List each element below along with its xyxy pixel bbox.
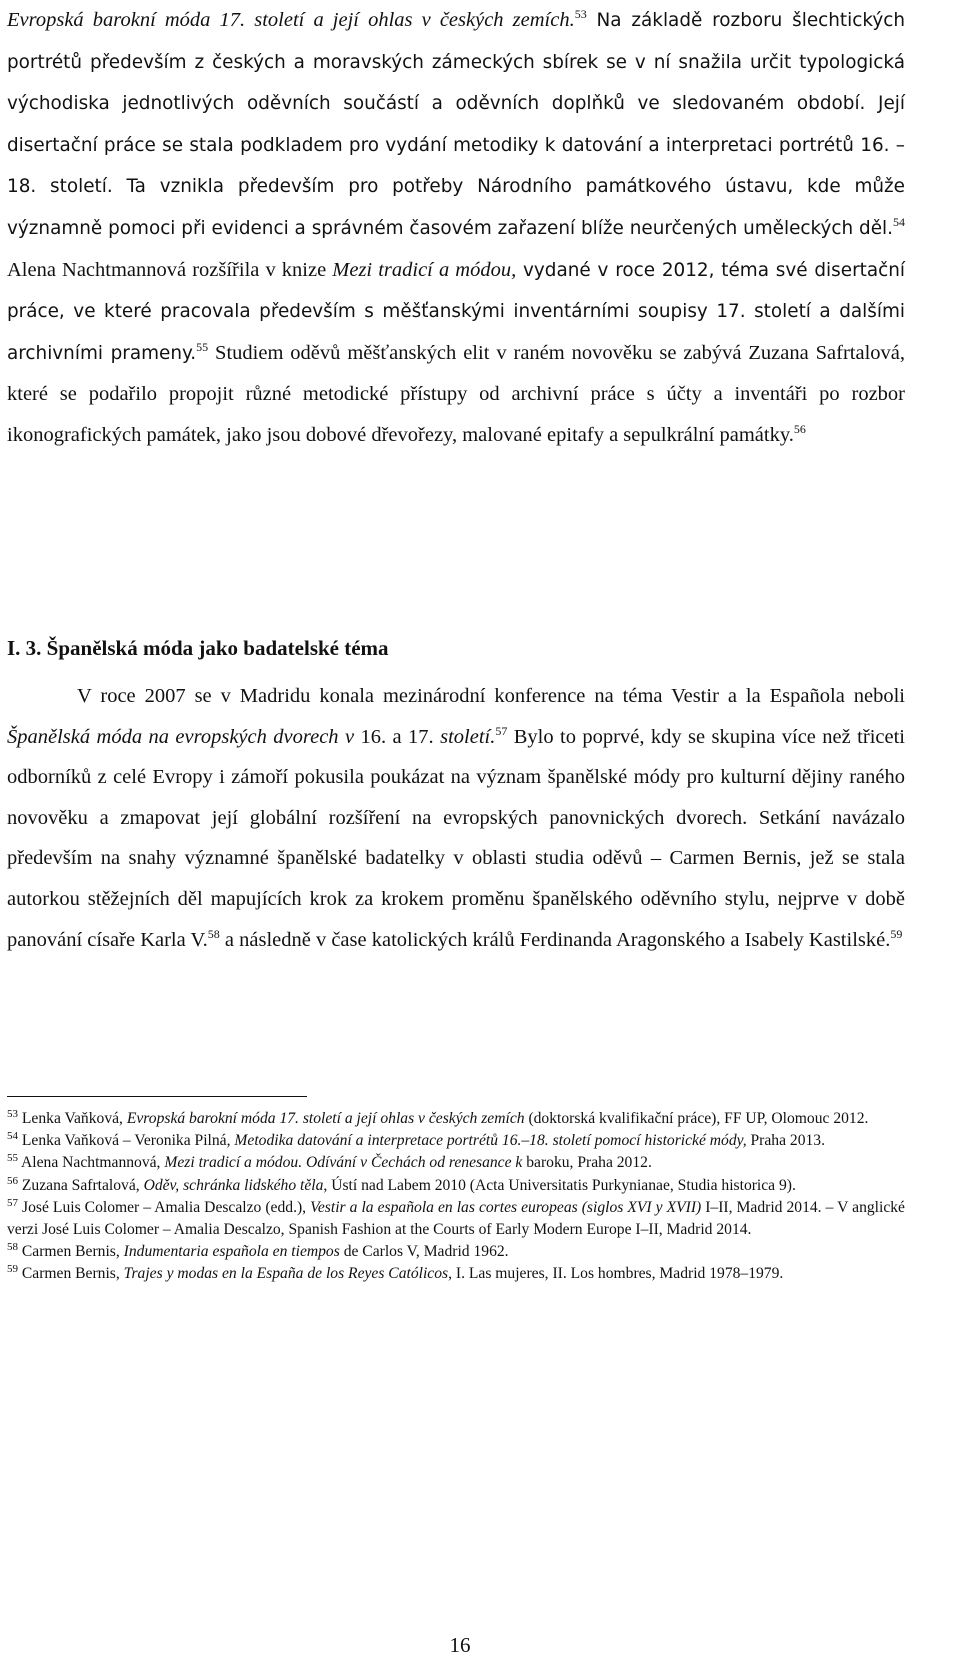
footnote-title-italic: Indumentaria española en tiempos (123, 1243, 340, 1261)
paragraph-text: a následně v čase katolických králů Ferdinanda Aragonského a Isabely Kastilské. (219, 928, 891, 951)
footnote-number: 59 (7, 1263, 18, 1276)
footnote-title-italic: Metodika datování a interpretace portrétů 16.–18. století pomocí historické módy, (234, 1132, 747, 1150)
footnote-ref-57[interactable]: 57 (495, 723, 508, 738)
footnote-title-italic: Evropská barokní móda 17. století a její ohlas v českých zemích (126, 1110, 525, 1127)
footnote-text: Lenka Vaňková, (18, 1110, 127, 1127)
footnote-53 (7, 1108, 905, 1130)
paragraph-text: 16. a 17. (354, 725, 441, 748)
footnote-text: Carmen Bernis, (18, 1243, 124, 1261)
footnote-58 (7, 1241, 905, 1263)
footnote-ref-55[interactable]: 55 (196, 339, 209, 354)
footnote-text: Carmen Bernis, (18, 1265, 124, 1283)
footnote-number: 58 (7, 1241, 18, 1254)
section-heading: I. 3. Španělská móda jako badatelské téma (7, 636, 389, 660)
footnote-ref-56[interactable]: 56 (793, 422, 806, 437)
paragraph-text: V roce 2007 se v Madridu konala mezinárodní konference na téma Vestir a la Española neboli (77, 685, 905, 707)
book-title-italic: století. (440, 725, 496, 748)
footnote-text: (doktorská kvalifikační práce), FF UP, Olomouc 2012. (524, 1110, 869, 1127)
footnote-ref-53[interactable]: 53 (574, 7, 587, 22)
footnote-divider (7, 1096, 307, 1097)
book-title-italic: Mezi tradicí a módou, (332, 258, 517, 281)
footnote-59 (7, 1263, 905, 1285)
footnote-title-italic: Trajes y modas en la España de los Reyes Católicos (123, 1265, 449, 1283)
footnote-title-italic: Vestir a la española en las cortes europeas (siglos XVI y XVII) (310, 1198, 702, 1216)
section-paragraph (7, 676, 905, 960)
paragraph-text: Na základě rozboru šlechtických portrétů především z českých a moravských zámeckých sbírek se v ní snažila určit typologická východiska jednotlivých oděvních součástí a oděvních doplňků ve sledovaném období. Její disertační práce se stala podkladem pro vydání metodiky k datování a interpretaci portrétů 16. – 18. století. Ta vznikla především pro potřeby Národního památkového ústavu, kde může významně pomoci při evidenci a správném časovém zařazení blíže neurčených uměleckých děl. (7, 10, 906, 239)
footnote-text: Alena Nachtmannová, (18, 1154, 165, 1172)
footnote-ref-59[interactable]: 59 (890, 926, 903, 941)
paragraph-text: Bylo to poprvé, kdy se skupina více než třiceti odborníků z celé Evropy i zámoří pokusila poukázat na význam španělské módy pro kulturní dějiny raného novověku a zmapovat její globální rozšíření na evropských panovnických dvorech. Setkání navázalo především na snahy významné španělské badatelky v oblasti studia oděvů – Carmen Bernis, jež se stala autorkou stěžejních děl mapujících krok za krokem proměnu španělského oděvního stylu, nejprve v době panování císaře Karla V. (7, 725, 905, 951)
book-title-italic: Evropská barokní móda 17. století a její ohlas v českých zemích. (7, 9, 575, 31)
footnote-54 (7, 1130, 905, 1152)
footnote-number: 53 (7, 1107, 18, 1120)
footnotes-list (7, 1108, 905, 1286)
footnote-title-italic: Mezi tradicí a módou. Odívání v Čechách od renesance k (164, 1154, 523, 1172)
footnote-number: 55 (7, 1152, 18, 1165)
footnote-57 (7, 1197, 905, 1241)
book-title-italic: Španělská móda na evropských dvorech v (7, 725, 355, 748)
footnote-text: , Ústí nad Labem 2010 (Acta Universitatis Purkynianae, Studia historica 9). (323, 1176, 796, 1194)
footnote-number: 54 (7, 1130, 18, 1143)
footnote-text: Praha 2013. (746, 1132, 825, 1150)
page-number: 16 (449, 1633, 471, 1657)
footnote-number: 57 (7, 1196, 18, 1209)
footnote-text: I–II, Madrid 2014. – V anglické verzi José Luis Colomer – Amalia Descalzo, Spanish Fashion at the Courts of Early Modern Europe I–II, Madrid 2014. (7, 1198, 905, 1239)
paragraph-text: vydané v roce 2012, téma své disertační práce, ve které pracovala především s měšťanskými inventárními soupisy 17. století a dalšími archivními prameny. (7, 259, 905, 364)
footnote-text: de Carlos V, Madrid 1962. (339, 1243, 509, 1261)
paragraph-text: Alena Nachtmannová rozšířila v knize (7, 258, 333, 281)
footnote-55 (7, 1152, 905, 1174)
footnote-text: , I. Las mujeres, II. Los hombres, Madrid 1978–1979. (448, 1265, 784, 1283)
footnote-title-italic: Oděv, schránka lidského těla (143, 1176, 324, 1194)
footnote-ref-54[interactable]: 54 (893, 215, 905, 230)
footnote-text: José Luis Colomer – Amalia Descalzo (edd.), (18, 1198, 311, 1216)
footnote-ref-58[interactable]: 58 (207, 926, 220, 941)
paragraph-text: Studiem oděvů měšťanských elit v raném novověku se zabývá Zuzana Safrtalová, které se podařilo propojit různé metodické přístupy od archivní práce s účty a inventáři po rozbor ikonografických památek, jako jsou dobové dřevořezy, malované epitafy a sepulkrální památky. (7, 341, 905, 446)
footnote-56 (7, 1175, 905, 1197)
paragraph-continuation (7, 0, 905, 456)
footnote-text: Zuzana Safrtalová, (18, 1176, 144, 1194)
footnote-number: 56 (7, 1174, 18, 1187)
footnote-text: baroku, Praha 2012. (522, 1154, 652, 1172)
footnote-text: Lenka Vaňková – Veronika Pilná, (18, 1132, 235, 1150)
